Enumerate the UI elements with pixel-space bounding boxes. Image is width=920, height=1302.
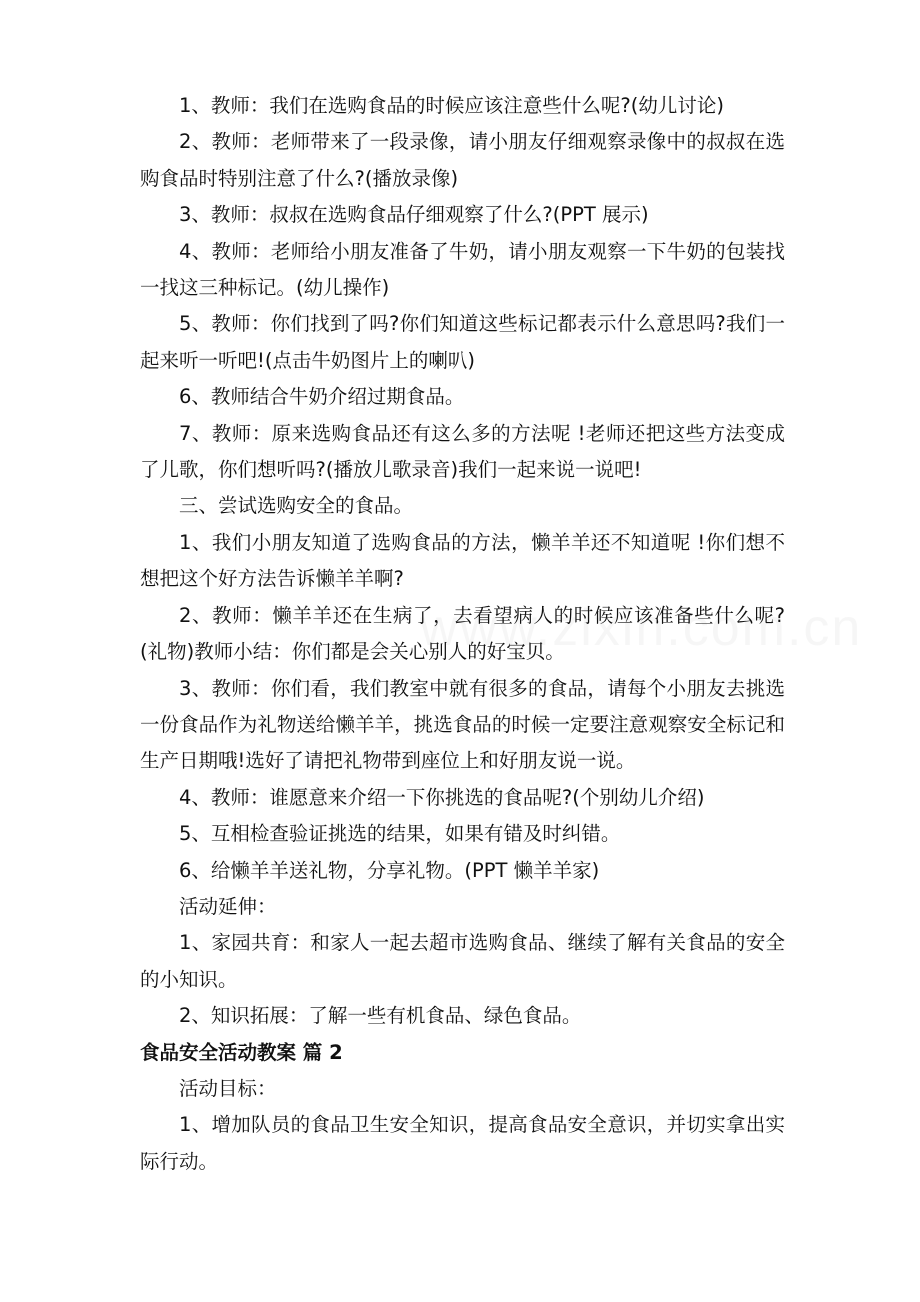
- paragraph: 5、教师：你们找到了吗?你们知道这些标记都表示什么意思吗?我们一起来听一听吧!(点击牛奶图片上的喇叭): [140, 312, 785, 372]
- paragraph: 1、我们小朋友知道了选购食品的方法，懒羊羊还不知道呢 !你们想不想把这个好方法告诉懒羊羊啊?: [140, 530, 785, 591]
- paragraph: 1、教师：我们在选购食品的时候应该注意些什么呢?(幼儿讨论): [179, 94, 724, 117]
- paragraph: 4、教师：老师给小朋友准备了牛奶，请小朋友观察一下牛奶的包装找一找这三种标记。(幼儿操作): [140, 239, 785, 300]
- paragraph: 1、家园共育：和家人一起去超市选购食品、继续了解有关食品的安全的小知识。: [140, 931, 785, 991]
- paragraph: 4、教师：谁愿意来介绍一下你挑选的食品呢?(个别幼儿介绍): [179, 785, 705, 809]
- document-body: [140, 88, 785, 1180]
- paragraph: 2、教师：懒羊羊还在生病了，去看望病人的时候应该准备些什么呢?(礼物)教师小结：你们都是会关心别人的好宝贝。: [140, 603, 785, 664]
- section-subheading: 活动延伸：: [179, 894, 277, 918]
- paragraph: 7、教师：原来选购食品还有这么多的方法呢 !老师还把这些方法变成了儿歌，你们想听吗?(播放儿歌录音)我们一起来说一说吧!: [140, 421, 785, 482]
- paragraph: 6、教师结合牛奶介绍过期食品。: [179, 385, 465, 409]
- paragraph: 3、教师：叔叔在选购食品仔细观察了什么?(PPT 展示): [179, 203, 649, 227]
- paragraph: 1、增加队员的食品卫生安全知识，提高食品安全意识，并切实拿出实际行动。: [140, 1113, 785, 1173]
- paragraph: 2、教师：老师带来了一段录像，请小朋友仔细观察录像中的叔叔在选购食品时特别注意了什么?(播放录像): [140, 130, 785, 190]
- paragraph: 5、互相检查验证挑选的结果，如果有错及时纠错。: [179, 822, 621, 846]
- section-subheading: 三、尝试选购安全的食品。: [179, 494, 414, 518]
- section-subheading: 活动目标：: [179, 1076, 277, 1100]
- paragraph: 3、教师：你们看，我们教室中就有很多的食品，请每个小朋友去挑选一份食品作为礼物送给懒羊羊，挑选食品的时候一定要注意观察安全标记和生产日期哦!选好了请把礼物带到座位上和好朋友说一说。: [140, 676, 785, 773]
- section-heading: 食品安全活动教案 篇 2: [140, 1040, 343, 1064]
- paragraph: 6、给懒羊羊送礼物，分享礼物。(PPT 懒羊羊家): [179, 858, 600, 882]
- paragraph: 2、知识拓展：了解一些有机食品、绿色食品。: [179, 1004, 582, 1028]
